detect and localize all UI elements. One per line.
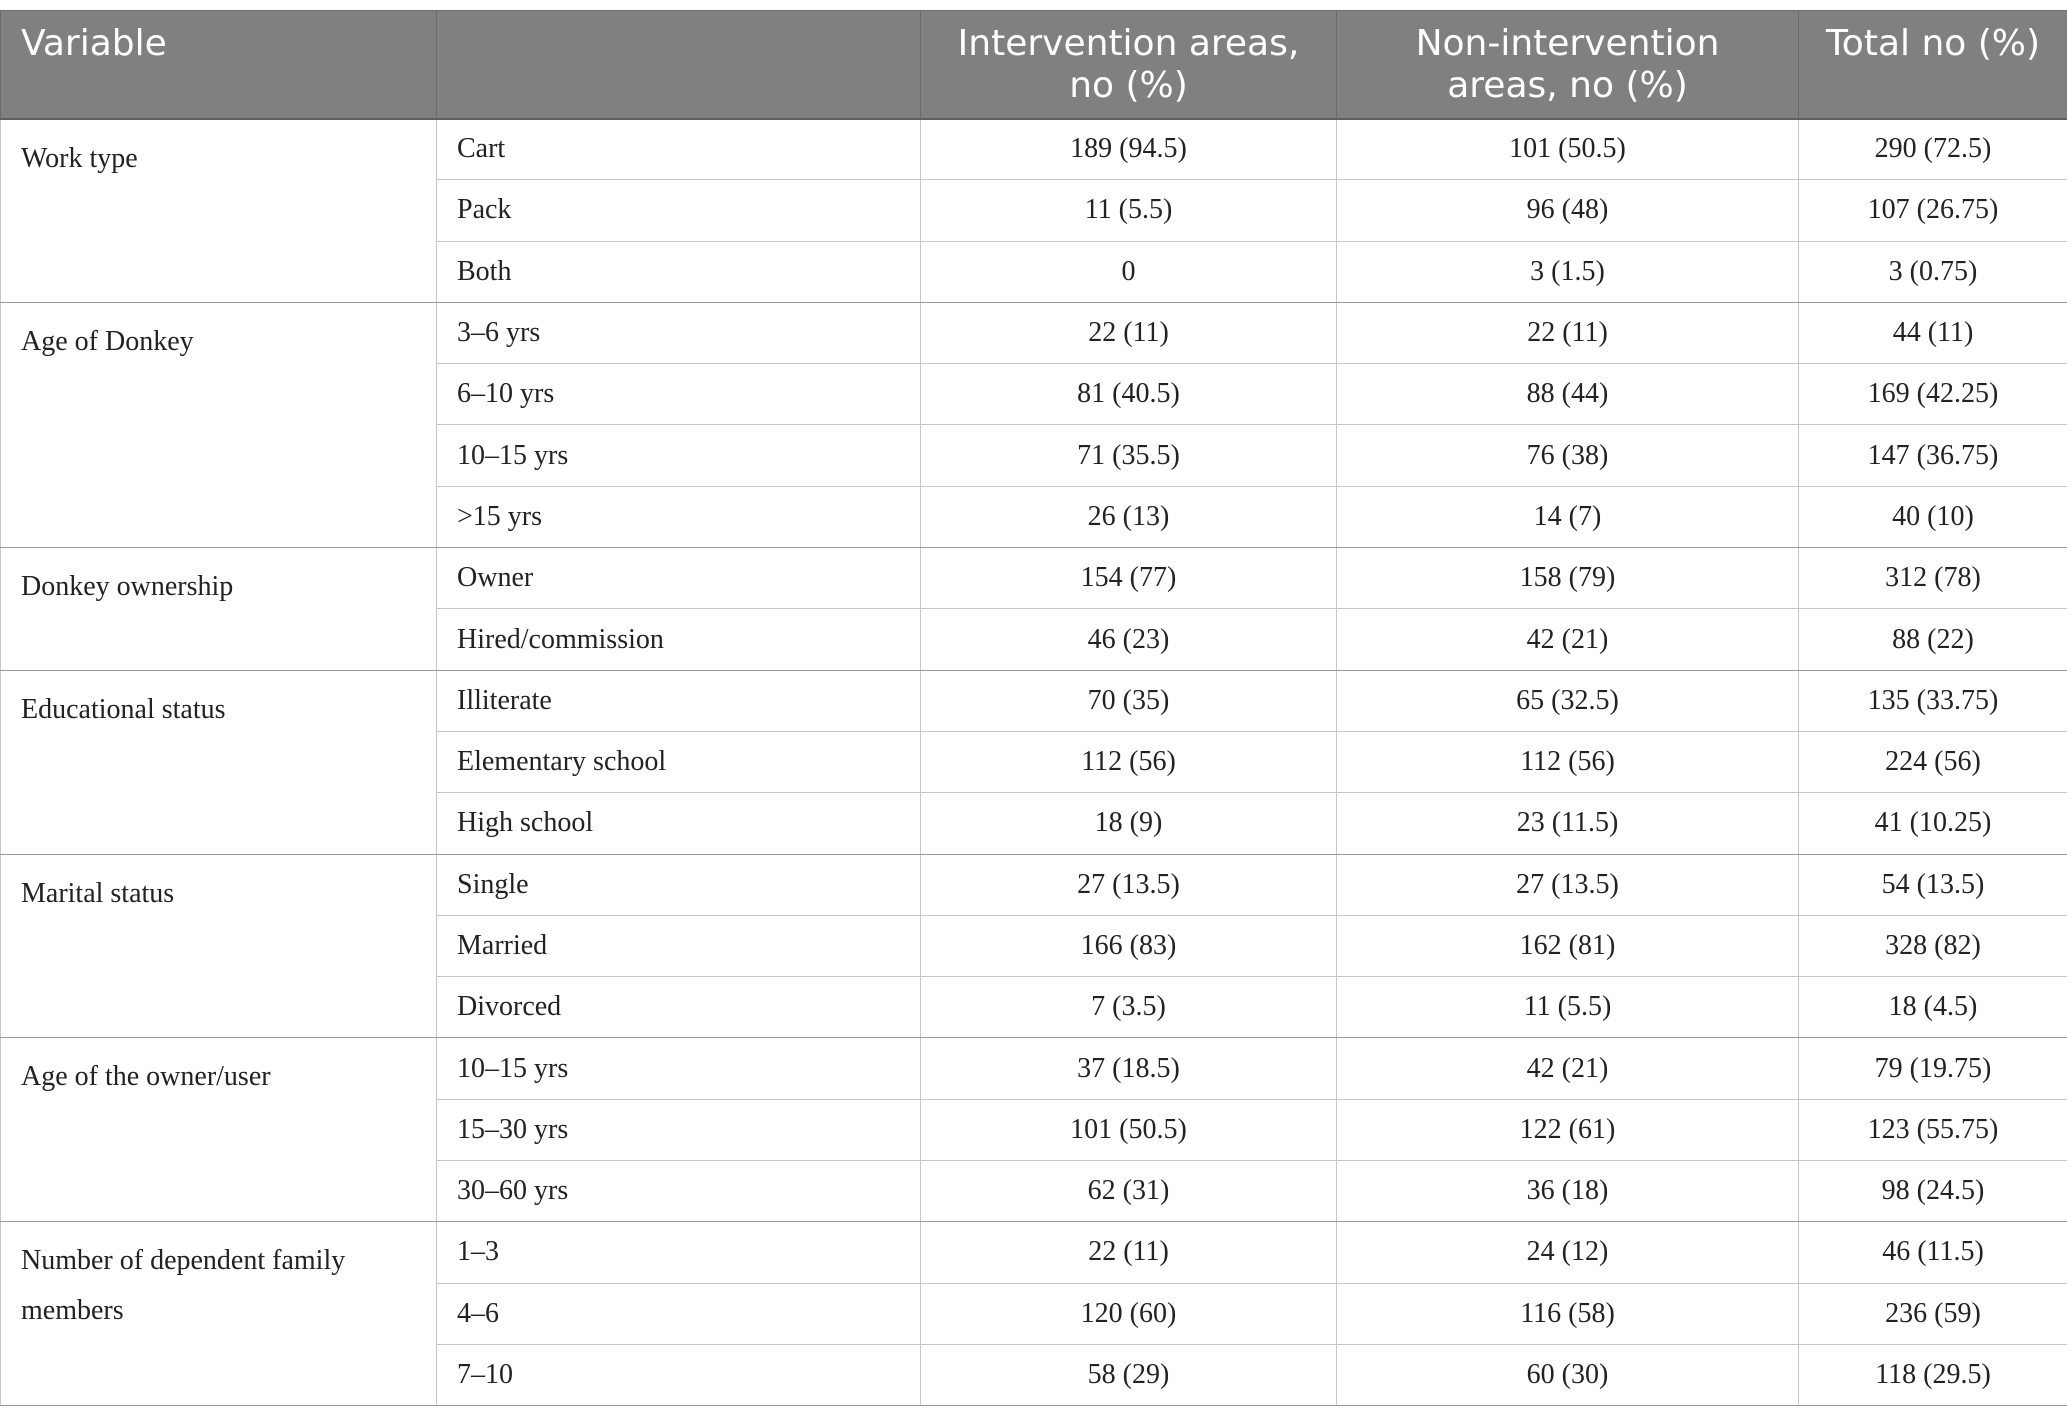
- intervention-cell: 22 (11): [921, 1222, 1337, 1283]
- intervention-cell: 112 (56): [921, 731, 1337, 792]
- header-row: [1, 11, 2067, 119]
- non-intervention-cell: 122 (61): [1337, 1099, 1799, 1160]
- intervention-cell: 27 (13.5): [921, 854, 1337, 915]
- table-container: [0, 10, 2067, 1406]
- category-cell: 15–30 yrs: [437, 1099, 921, 1160]
- intervention-cell: 81 (40.5): [921, 364, 1337, 425]
- total-cell: 98 (24.5): [1799, 1161, 2067, 1222]
- non-intervention-cell: 23 (11.5): [1337, 793, 1799, 854]
- intervention-cell: 26 (13): [921, 486, 1337, 547]
- category-cell: Owner: [437, 548, 921, 609]
- total-cell: 41 (10.25): [1799, 793, 2067, 854]
- total-cell: 236 (59): [1799, 1283, 2067, 1344]
- intervention-cell: 58 (29): [921, 1344, 1337, 1405]
- variable-cell: Age of the owner/user: [1, 1038, 437, 1222]
- header-non-intervention: Non-intervention areas, no (%): [1337, 11, 1799, 119]
- intervention-cell: 0: [921, 241, 1337, 302]
- total-cell: 328 (82): [1799, 915, 2067, 976]
- header-variable: Variable: [1, 11, 437, 119]
- category-cell: >15 yrs: [437, 486, 921, 547]
- header-total: Total no (%): [1799, 11, 2067, 119]
- category-cell: 4–6: [437, 1283, 921, 1344]
- table-row: [1, 302, 2067, 363]
- variable-cell: Marital status: [1, 854, 437, 1038]
- total-cell: 290 (72.5): [1799, 119, 2067, 180]
- demographics-table: [0, 10, 2067, 1406]
- non-intervention-cell: 65 (32.5): [1337, 670, 1799, 731]
- category-cell: 6–10 yrs: [437, 364, 921, 425]
- non-intervention-cell: 27 (13.5): [1337, 854, 1799, 915]
- intervention-cell: 71 (35.5): [921, 425, 1337, 486]
- category-cell: Divorced: [437, 977, 921, 1038]
- intervention-cell: 189 (94.5): [921, 119, 1337, 180]
- intervention-cell: 7 (3.5): [921, 977, 1337, 1038]
- total-cell: 312 (78): [1799, 548, 2067, 609]
- non-intervention-cell: 24 (12): [1337, 1222, 1799, 1283]
- non-intervention-cell: 60 (30): [1337, 1344, 1799, 1405]
- intervention-cell: 46 (23): [921, 609, 1337, 670]
- table-body: [1, 119, 2067, 1406]
- table-row: [1, 670, 2067, 731]
- total-cell: 18 (4.5): [1799, 977, 2067, 1038]
- table-row: [1, 1038, 2067, 1099]
- intervention-cell: 166 (83): [921, 915, 1337, 976]
- intervention-cell: 101 (50.5): [921, 1099, 1337, 1160]
- non-intervention-cell: 88 (44): [1337, 364, 1799, 425]
- variable-cell: Number of dependent family members: [1, 1222, 437, 1406]
- non-intervention-cell: 42 (21): [1337, 609, 1799, 670]
- non-intervention-cell: 76 (38): [1337, 425, 1799, 486]
- category-cell: 10–15 yrs: [437, 425, 921, 486]
- total-cell: 54 (13.5): [1799, 854, 2067, 915]
- table-row: [1, 548, 2067, 609]
- non-intervention-cell: 14 (7): [1337, 486, 1799, 547]
- total-cell: 123 (55.75): [1799, 1099, 2067, 1160]
- total-cell: 79 (19.75): [1799, 1038, 2067, 1099]
- intervention-cell: 18 (9): [921, 793, 1337, 854]
- table-row: [1, 1222, 2067, 1283]
- intervention-cell: 11 (5.5): [921, 180, 1337, 241]
- total-cell: 147 (36.75): [1799, 425, 2067, 486]
- category-cell: Elementary school: [437, 731, 921, 792]
- category-cell: Married: [437, 915, 921, 976]
- non-intervention-cell: 101 (50.5): [1337, 119, 1799, 180]
- category-cell: High school: [437, 793, 921, 854]
- total-cell: 118 (29.5): [1799, 1344, 2067, 1405]
- header-category: [437, 11, 921, 119]
- intervention-cell: 70 (35): [921, 670, 1337, 731]
- category-cell: Illiterate: [437, 670, 921, 731]
- category-cell: 1–3: [437, 1222, 921, 1283]
- intervention-cell: 154 (77): [921, 548, 1337, 609]
- intervention-cell: 62 (31): [921, 1161, 1337, 1222]
- table-row: [1, 119, 2067, 180]
- category-cell: Cart: [437, 119, 921, 180]
- non-intervention-cell: 162 (81): [1337, 915, 1799, 976]
- category-cell: Hired/commission: [437, 609, 921, 670]
- category-cell: 7–10: [437, 1344, 921, 1405]
- header-intervention: Intervention areas, no (%): [921, 11, 1337, 119]
- total-cell: 46 (11.5): [1799, 1222, 2067, 1283]
- category-cell: Pack: [437, 180, 921, 241]
- intervention-cell: 37 (18.5): [921, 1038, 1337, 1099]
- total-cell: 88 (22): [1799, 609, 2067, 670]
- category-cell: 10–15 yrs: [437, 1038, 921, 1099]
- variable-cell: Donkey ownership: [1, 548, 437, 671]
- non-intervention-cell: 116 (58): [1337, 1283, 1799, 1344]
- total-cell: 107 (26.75): [1799, 180, 2067, 241]
- intervention-cell: 22 (11): [921, 302, 1337, 363]
- non-intervention-cell: 158 (79): [1337, 548, 1799, 609]
- non-intervention-cell: 11 (5.5): [1337, 977, 1799, 1038]
- total-cell: 40 (10): [1799, 486, 2067, 547]
- category-cell: Both: [437, 241, 921, 302]
- total-cell: 169 (42.25): [1799, 364, 2067, 425]
- variable-cell: Educational status: [1, 670, 437, 854]
- non-intervention-cell: 22 (11): [1337, 302, 1799, 363]
- variable-cell: Age of Donkey: [1, 302, 437, 547]
- table-row: [1, 854, 2067, 915]
- variable-cell: Work type: [1, 119, 437, 303]
- category-cell: 3–6 yrs: [437, 302, 921, 363]
- total-cell: 135 (33.75): [1799, 670, 2067, 731]
- non-intervention-cell: 96 (48): [1337, 180, 1799, 241]
- category-cell: 30–60 yrs: [437, 1161, 921, 1222]
- non-intervention-cell: 36 (18): [1337, 1161, 1799, 1222]
- category-cell: Single: [437, 854, 921, 915]
- total-cell: 44 (11): [1799, 302, 2067, 363]
- non-intervention-cell: 112 (56): [1337, 731, 1799, 792]
- non-intervention-cell: 3 (1.5): [1337, 241, 1799, 302]
- non-intervention-cell: 42 (21): [1337, 1038, 1799, 1099]
- total-cell: 3 (0.75): [1799, 241, 2067, 302]
- intervention-cell: 120 (60): [921, 1283, 1337, 1344]
- total-cell: 224 (56): [1799, 731, 2067, 792]
